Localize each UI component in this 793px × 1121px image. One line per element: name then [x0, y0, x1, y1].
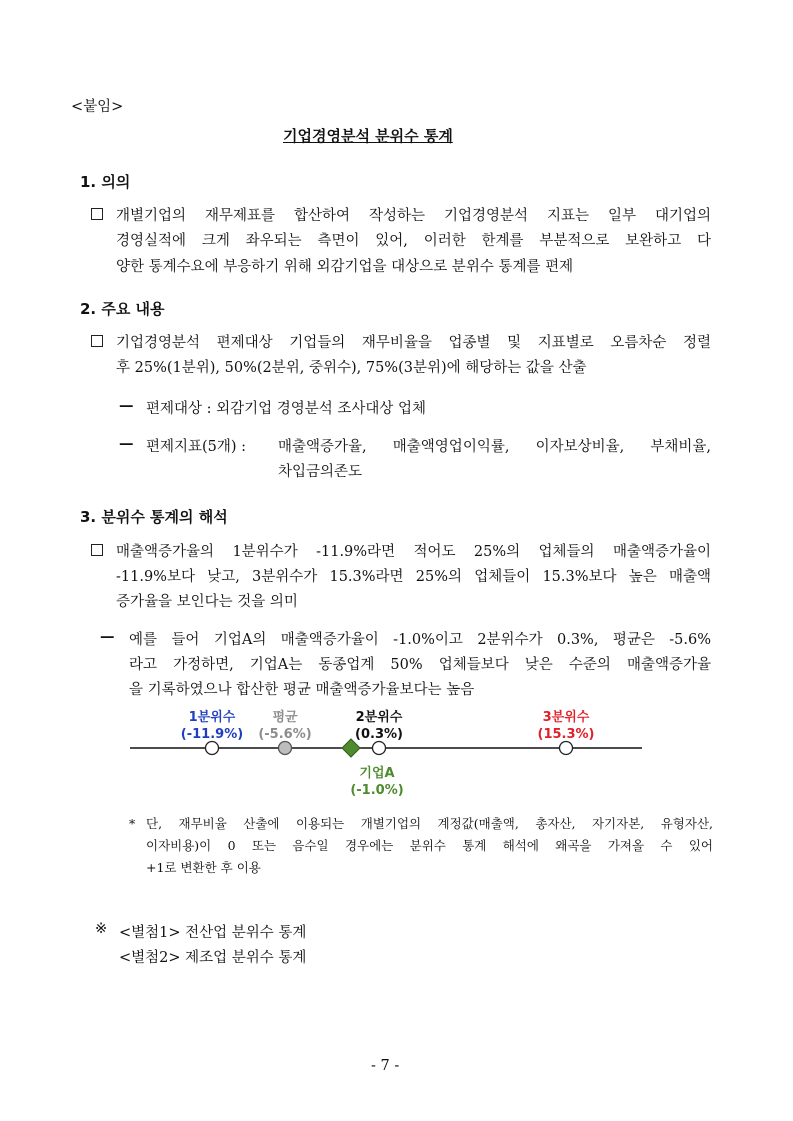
section-2-line-1: 기업경영분석 편제대상 기업들의 재무비율을 업종별 및 지표별로 오름차순 정렬 — [116, 335, 711, 351]
section-1-line-1: 개별기업의 재무제표를 합산하여 작성하는 기업경영분석 지표는 일부 대기업의 — [116, 208, 711, 224]
section-1-line-2: 경영실적에 크게 좌우되는 측면이 있어, 이러한 한계를 부분적으로 보완하고 다 — [116, 233, 711, 249]
note-line-1: 단, 재무비율 산출에 이용되는 개별기업의 계정값(매출액, 총자산, 자기자본, 유형자산, — [146, 816, 713, 831]
attachment-label: <붙임> — [71, 99, 124, 115]
example-line-2: 라고 가정하면, 기업A는 동종업계 50% 업체들보다 낮은 수준의 매출액증가율 — [129, 657, 711, 673]
dash-bullet-icon: — — [119, 397, 134, 414]
sub-item-target: 편제대상 : 외감기업 경영분석 조사대상 업체 — [146, 401, 427, 417]
sub-item-indicators-line-2: 차입금의존도 — [278, 464, 363, 480]
avg-marker — [279, 742, 292, 755]
q1-label: 1분위수 — [188, 710, 236, 725]
section-1-line-3: 양한 통계수요에 부응하기 위해 외감기업을 대상으로 분위수 통계를 편제 — [116, 259, 574, 275]
checkbox-bullet-icon — [91, 544, 103, 556]
section-3-heading: 3. 분위수 통계의 해석 — [80, 508, 228, 526]
note-line-3: +1로 변환한 후 이용 — [146, 860, 261, 875]
dash-bullet-icon: — — [100, 628, 115, 645]
firm-a-value: (-1.0%) — [350, 783, 404, 798]
q3-value: (15.3%) — [537, 727, 595, 742]
q1-value: (-11.9%) — [180, 727, 244, 742]
q2-label: 2분위수 — [355, 710, 403, 725]
quantile-number-line — [0, 700, 793, 800]
example-line-1: 예를 들어 기업A의 매출액증가율이 -1.0%이고 2분위수가 0.3%, 평균은 -5.6% — [129, 632, 711, 648]
q2-marker — [373, 742, 386, 755]
reference-item-1: <별첨1> 전산업 분위수 통계 — [119, 925, 307, 941]
q3-marker — [560, 742, 573, 755]
note-marker: * — [129, 816, 136, 831]
checkbox-bullet-icon — [91, 335, 103, 347]
reference-marker: ※ — [95, 921, 108, 937]
page-number: - 7 - — [371, 1058, 400, 1074]
page-title: 기업경영분석 분위수 통계 — [283, 127, 453, 145]
sub-item-indicators-label: 편제지표(5개) : — [146, 439, 247, 455]
section-3-line-2: -11.9%보다 낮고, 3분위수가 15.3%라면 25%의 업체들이 15.3%보다 높은 매출액 — [116, 569, 711, 585]
dash-bullet-icon: — — [119, 435, 134, 452]
q1-marker — [206, 742, 219, 755]
q3-label: 3분위수 — [542, 710, 590, 725]
sub-item-indicators-line-1: 매출액증가율, 매출액영업이익률, 이자보상비율, 부채비율, — [278, 439, 711, 455]
section-1-heading: 1. 의의 — [80, 173, 131, 191]
avg-label: 평균 — [272, 710, 298, 725]
section-3-line-1: 매출액증가율의 1분위수가 -11.9%라면 적어도 25%의 업체들의 매출액증가율이 — [116, 544, 711, 560]
firm-a-label: 기업A — [359, 766, 395, 781]
section-2-heading: 2. 주요 내용 — [80, 300, 165, 318]
reference-item-2: <별첨2> 제조업 분위수 통계 — [119, 950, 307, 966]
note-line-2: 이자비용)이 0 또는 음수일 경우에는 분위수 통계 해석에 왜곡을 가져올 수 있어 — [146, 838, 713, 853]
avg-value: (-5.6%) — [258, 727, 312, 742]
section-2-line-2: 후 25%(1분위), 50%(2분위, 중위수), 75%(3분위)에 해당하는 값을 산출 — [116, 360, 587, 376]
checkbox-bullet-icon — [91, 208, 103, 220]
section-3-line-3: 증가율을 보인다는 것을 의미 — [116, 594, 298, 610]
example-line-3: 을 기록하였으나 합산한 평균 매출액증가율보다는 높음 — [129, 682, 475, 698]
q2-value: (0.3%) — [355, 727, 403, 742]
